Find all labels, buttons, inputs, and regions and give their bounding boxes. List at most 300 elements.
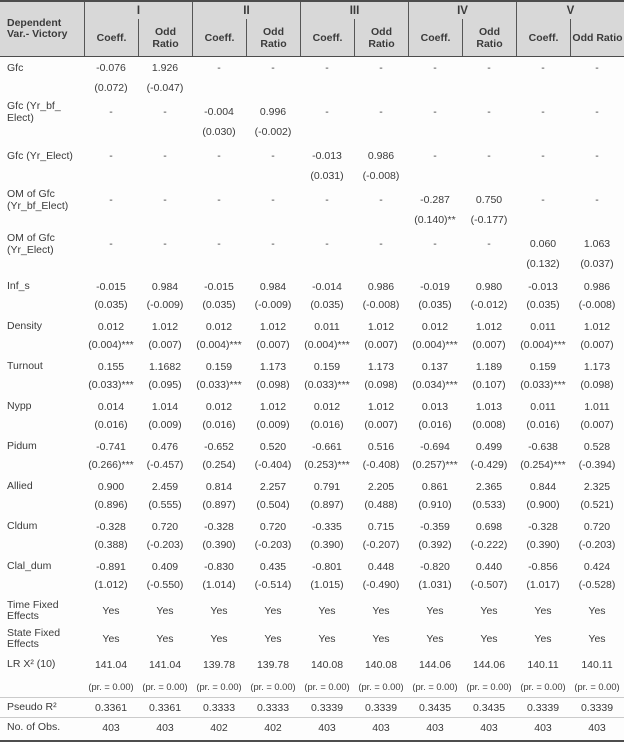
cell-value: -	[541, 62, 545, 74]
table-row-pr-row	[0, 677, 624, 697]
cell-value: (pr. = 0.00)	[520, 682, 566, 692]
cell-value: 2.257	[259, 481, 287, 493]
cell-value: 402	[264, 721, 282, 734]
cell-stderr: (-0.528)	[578, 579, 616, 591]
cell-value: 403	[534, 721, 552, 734]
cell-value: 0.012	[313, 401, 341, 413]
cell-nypp-1	[138, 397, 192, 437]
table-row-nypp	[0, 397, 624, 437]
group-subheader	[409, 19, 516, 56]
cell-value: 0.013	[421, 401, 449, 413]
cell-allied-2	[192, 477, 246, 517]
cell-nypp-7	[462, 397, 516, 437]
cell-stderr: (-0.008)	[578, 299, 616, 311]
cell-om-of-gfc-yr-bf-elect-9	[570, 189, 624, 233]
cell-pidum-7	[462, 437, 516, 477]
row-label-time-fixed-effects	[0, 600, 84, 623]
cell-value: -0.820	[420, 561, 450, 573]
cell-stderr: (-0.009)	[146, 299, 184, 311]
cell-no-of-obs-1	[138, 719, 192, 737]
cell-inf-s-4	[300, 277, 354, 317]
odd-ratio-header-line: Ratio	[152, 37, 179, 50]
odd-ratio-header-line: Ratio	[476, 37, 503, 50]
cell-nypp-5	[354, 397, 408, 437]
cell-value: 0.3435	[472, 701, 506, 714]
cell-value: -	[163, 194, 167, 206]
cell-pr-row-6	[408, 677, 462, 697]
table-row-gfc-yr-elect	[0, 145, 624, 189]
cell-state-fixed-effects-7	[462, 625, 516, 653]
cell-stderr: (0.004)***	[88, 339, 134, 351]
cell-value: Yes	[372, 633, 390, 645]
odd-ratio-column-header	[570, 19, 624, 56]
cell-value: 0.861	[421, 481, 449, 493]
cell-gfc-yr-bf-elect-9	[570, 101, 624, 145]
cell-value: -	[541, 150, 545, 162]
cell-stderr: (1.031)	[418, 579, 452, 591]
cell-value: 141.04	[94, 659, 128, 671]
cell-nypp-3	[246, 397, 300, 437]
cell-stderr: (0.392)	[418, 539, 452, 551]
row-label-line: Gfc	[7, 61, 24, 74]
cell-om-of-gfc-yr-bf-elect-5	[354, 189, 408, 233]
row-label-line: Pidum	[7, 440, 37, 453]
cell-value: 1.012	[151, 321, 179, 333]
table-header	[0, 2, 624, 57]
cell-gfc-yr-bf-elect-3	[246, 101, 300, 145]
cell-stderr	[192, 256, 246, 277]
cell-value: 0.715	[367, 521, 395, 533]
cell-value: Yes	[102, 633, 120, 645]
row-label-line: Gfc (Yr_Elect)	[7, 149, 73, 162]
cell-value: 0.3435	[418, 701, 452, 714]
cell-cldum-9	[570, 517, 624, 557]
cell-gfc-1	[138, 57, 192, 101]
cell-stderr	[462, 80, 516, 101]
cell-stderr: (0.035)	[202, 299, 236, 311]
cell-stderr: (0.016)	[526, 419, 560, 431]
cell-value: 139.78	[256, 659, 290, 671]
cell-density-9	[570, 317, 624, 357]
cell-stderr: (0.533)	[472, 499, 506, 511]
cell-stderr	[354, 256, 408, 277]
cell-pidum-2	[192, 437, 246, 477]
row-label-line: Cldum	[7, 520, 38, 533]
cell-value: -0.359	[420, 521, 450, 533]
cell-value: -	[487, 238, 491, 250]
cell-om-of-gfc-yr-elect-1	[138, 233, 192, 277]
row-label-line: Turnout	[7, 360, 43, 373]
cell-stderr	[84, 168, 138, 189]
cell-pidum-1	[138, 437, 192, 477]
row-label-line: (Yr_Elect)	[7, 243, 54, 256]
row-label-gfc-yr-elect	[0, 145, 84, 168]
cell-stderr: (0.016)	[202, 419, 236, 431]
cell-pr-row-0	[84, 677, 138, 697]
cell-stderr: (0.007)	[256, 339, 290, 351]
cell-pseudo-r2-3	[246, 699, 300, 717]
table-row-gfc-yr-bf-elect	[0, 101, 624, 145]
cell-value: -	[541, 194, 545, 206]
cell-state-fixed-effects-0	[84, 625, 138, 653]
cell-pr-row-5	[354, 677, 408, 697]
cell-clal-dum-3	[246, 557, 300, 597]
cell-stderr: (-0.457)	[146, 459, 184, 471]
row-label-line: State Fixed	[7, 626, 61, 639]
cell-value: (pr. = 0.00)	[574, 682, 620, 692]
cell-value: 0.984	[259, 281, 287, 293]
cell-value: 0.012	[205, 321, 233, 333]
cell-value: 0.984	[151, 281, 179, 293]
cell-stderr: (0.007)	[472, 339, 506, 351]
cell-stderr	[516, 212, 570, 233]
row-label-line: LR X² (10)	[7, 658, 56, 671]
cell-stderr: (0.033)***	[520, 379, 566, 391]
row-label-line: Gfc (Yr_bf_	[7, 100, 61, 112]
cell-value: 140.11	[527, 659, 559, 671]
cell-stderr	[462, 124, 516, 145]
cell-value: 0.3361	[148, 701, 182, 714]
cell-stderr: (0.488)	[364, 499, 398, 511]
row-label-gfc	[0, 57, 84, 80]
cell-gfc-8	[516, 57, 570, 101]
cell-pr-row-7	[462, 677, 516, 697]
row-label-pseudo-r2	[0, 702, 84, 714]
cell-value: 2.205	[367, 481, 395, 493]
cell-value: -	[325, 194, 329, 206]
cell-turnout-8	[516, 357, 570, 397]
column-group-label: I	[136, 5, 141, 17]
table-row-pseudo-r2	[0, 697, 624, 717]
cell-stderr	[570, 212, 624, 233]
cell-stderr: (-0.008)	[362, 170, 400, 182]
cell-value: Yes	[588, 605, 606, 617]
cell-stderr: (0.390)	[310, 539, 344, 551]
cell-time-fixed-effects-4	[300, 597, 354, 625]
header-group-i	[84, 2, 192, 56]
cell-pidum-9	[570, 437, 624, 477]
group-subheader	[301, 19, 408, 56]
cell-value: 0.440	[475, 561, 503, 573]
cell-time-fixed-effects-6	[408, 597, 462, 625]
cell-value: 0.3333	[256, 701, 290, 714]
cell-pidum-4	[300, 437, 354, 477]
cell-stderr: (0.007)	[580, 419, 614, 431]
cell-value: -	[595, 194, 599, 206]
row-label-line: Inf_s	[7, 280, 30, 293]
cell-value: 403	[318, 721, 336, 734]
cell-value: 0.060	[529, 238, 557, 250]
cell-allied-1	[138, 477, 192, 517]
cell-value: Yes	[318, 605, 336, 617]
odd-ratio-header-line: Odd	[479, 25, 500, 38]
cell-value: 0.980	[475, 281, 503, 293]
cell-stderr	[138, 124, 192, 145]
cell-time-fixed-effects-9	[570, 597, 624, 625]
dependent-var-header-line1: Dependent	[7, 16, 62, 29]
cell-cldum-7	[462, 517, 516, 557]
table-row-density	[0, 317, 624, 357]
cell-value: -0.004	[204, 106, 234, 118]
cell-value: -0.830	[204, 561, 234, 573]
cell-time-fixed-effects-1	[138, 597, 192, 625]
cell-cldum-3	[246, 517, 300, 557]
cell-stderr: (-0.429)	[470, 459, 508, 471]
cell-value: (pr. = 0.00)	[250, 682, 296, 692]
cell-value: 0.155	[97, 361, 125, 373]
cell-stderr	[570, 80, 624, 101]
cell-gfc-yr-elect-8	[516, 145, 570, 189]
cell-turnout-5	[354, 357, 408, 397]
cell-stderr: (-0.008)	[362, 299, 400, 311]
cell-stderr: (0.098)	[256, 379, 290, 391]
cell-turnout-0	[84, 357, 138, 397]
cell-state-fixed-effects-1	[138, 625, 192, 653]
cell-value: 403	[156, 721, 174, 734]
cell-value: 144.06	[472, 659, 506, 671]
cell-stderr: (-0.394)	[578, 459, 616, 471]
coeff-column-header: Coeff.	[204, 31, 235, 44]
cell-value: 0.3339	[364, 701, 398, 714]
cell-value: 403	[588, 721, 606, 734]
cell-stderr: (0.009)	[256, 419, 290, 431]
cell-stderr: (0.897)	[202, 499, 236, 511]
cell-om-of-gfc-yr-bf-elect-8	[516, 189, 570, 233]
cell-stderr: (0.033)***	[304, 379, 350, 391]
cell-value: 0.516	[367, 441, 395, 453]
cell-value: 139.78	[202, 659, 236, 671]
cell-value: 0.986	[367, 150, 395, 162]
cell-density-0	[84, 317, 138, 357]
cell-value: 0.3333	[202, 701, 236, 714]
cell-gfc-yr-bf-elect-6	[408, 101, 462, 145]
cell-value: 140.08	[364, 659, 398, 671]
cell-cldum-8	[516, 517, 570, 557]
cell-value: -	[379, 238, 383, 250]
odd-ratio-column-header	[246, 19, 300, 56]
cell-value: 2.459	[151, 481, 179, 493]
cell-inf-s-5	[354, 277, 408, 317]
cell-value: 1.012	[475, 321, 503, 333]
row-label-no-of-obs	[0, 722, 84, 734]
row-label-line: OM of Gfc	[7, 188, 55, 200]
table-row-gfc	[0, 57, 624, 101]
cell-no-of-obs-5	[354, 719, 408, 737]
cell-value: -	[109, 150, 113, 162]
cell-stderr	[462, 256, 516, 277]
cell-lr-x2-10-7	[462, 653, 516, 677]
cell-gfc-3	[246, 57, 300, 101]
cell-value: -	[433, 238, 437, 250]
cell-turnout-3	[246, 357, 300, 397]
odd-ratio-header-line: Odd	[371, 25, 392, 38]
cell-inf-s-8	[516, 277, 570, 317]
cell-value: -0.335	[312, 521, 342, 533]
cell-stderr: (-0.203)	[254, 539, 292, 551]
row-label-line: Nypp	[7, 400, 32, 413]
cell-pseudo-r2-1	[138, 699, 192, 717]
cell-value: 0.014	[97, 401, 125, 413]
cell-stderr	[84, 256, 138, 277]
cell-value: 0.750	[475, 194, 503, 206]
cell-stderr: (0.016)	[310, 419, 344, 431]
cell-stderr: (0.035)	[310, 299, 344, 311]
cell-stderr: (0.266)***	[88, 459, 134, 471]
cell-allied-7	[462, 477, 516, 517]
cell-stderr: (1.014)	[202, 579, 236, 591]
cell-turnout-6	[408, 357, 462, 397]
cell-time-fixed-effects-0	[84, 597, 138, 625]
cell-cldum-2	[192, 517, 246, 557]
cell-lr-x2-10-0	[84, 653, 138, 677]
cell-value: -	[325, 106, 329, 118]
cell-stderr: (0.035)	[526, 299, 560, 311]
cell-value: 0.528	[583, 441, 611, 453]
cell-value: -0.638	[528, 441, 558, 453]
cell-stderr: (-0.047)	[146, 82, 184, 94]
cell-gfc-5	[354, 57, 408, 101]
cell-value: Yes	[210, 605, 228, 617]
cell-value: Yes	[534, 605, 552, 617]
cell-stderr: (-0.490)	[362, 579, 400, 591]
cell-value: -0.694	[420, 441, 450, 453]
cell-stderr: (0.900)	[526, 499, 560, 511]
cell-stderr: (-0.177)	[470, 214, 508, 226]
cell-stderr	[570, 124, 624, 145]
cell-density-6	[408, 317, 462, 357]
cell-stderr	[192, 168, 246, 189]
cell-no-of-obs-3	[246, 719, 300, 737]
cell-stderr: (1.015)	[310, 579, 344, 591]
cell-nypp-8	[516, 397, 570, 437]
coeff-column-header: Coeff.	[528, 31, 559, 44]
cell-value: 2.325	[583, 481, 611, 493]
cell-stderr	[138, 168, 192, 189]
dependent-var-header-line2: Var.- Victory	[7, 28, 68, 40]
cell-gfc-yr-bf-elect-4	[300, 101, 354, 145]
cell-nypp-0	[84, 397, 138, 437]
cell-value: 0.3339	[526, 701, 560, 714]
cell-value: 1.012	[367, 321, 395, 333]
table-row-no-of-obs	[0, 717, 624, 737]
cell-value: 0.996	[259, 106, 287, 118]
cell-value: -	[109, 238, 113, 250]
cell-value: -	[325, 238, 329, 250]
cell-pidum-0	[84, 437, 138, 477]
cell-value: (pr. = 0.00)	[304, 682, 350, 692]
cell-value: 1.012	[259, 321, 287, 333]
cell-value: 1.173	[367, 361, 395, 373]
row-label-line: Effects	[7, 638, 39, 650]
cell-no-of-obs-0	[84, 719, 138, 737]
table-row-lr-x2-10	[0, 653, 624, 677]
cell-stderr: (0.504)	[256, 499, 290, 511]
cell-om-of-gfc-yr-bf-elect-4	[300, 189, 354, 233]
cell-pidum-5	[354, 437, 408, 477]
cell-stderr: (0.007)	[364, 419, 398, 431]
cell-no-of-obs-9	[570, 719, 624, 737]
cell-value: 1.063	[583, 238, 611, 250]
cell-clal-dum-8	[516, 557, 570, 597]
table-row-clal-dum	[0, 557, 624, 597]
cell-value: -0.013	[528, 281, 558, 293]
cell-lr-x2-10-6	[408, 653, 462, 677]
cell-inf-s-0	[84, 277, 138, 317]
table-row-om-of-gfc-yr-bf-elect	[0, 189, 624, 233]
cell-lr-x2-10-8	[516, 653, 570, 677]
cell-allied-8	[516, 477, 570, 517]
cell-lr-x2-10-5	[354, 653, 408, 677]
cell-gfc-2	[192, 57, 246, 101]
cell-om-of-gfc-yr-elect-3	[246, 233, 300, 277]
cell-stderr: (0.253)***	[304, 459, 350, 471]
cell-value: 0.011	[314, 321, 340, 333]
cell-stderr	[516, 124, 570, 145]
cell-stderr	[246, 80, 300, 101]
row-label-line: Density	[7, 320, 43, 333]
cell-stderr: (-0.203)	[146, 539, 184, 551]
cell-stderr	[354, 212, 408, 233]
cell-stderr: (0.033)***	[196, 379, 242, 391]
cell-stderr: (1.012)	[94, 579, 128, 591]
cell-stderr	[516, 80, 570, 101]
cell-value: 1.011	[584, 401, 610, 413]
cell-om-of-gfc-yr-elect-5	[354, 233, 408, 277]
cell-om-of-gfc-yr-elect-9	[570, 233, 624, 277]
cell-value: -	[325, 62, 329, 74]
cell-value: -0.015	[96, 281, 126, 293]
cell-clal-dum-6	[408, 557, 462, 597]
cell-stderr	[246, 212, 300, 233]
cell-allied-3	[246, 477, 300, 517]
cell-value: 0.012	[205, 401, 233, 413]
cell-value: 0.900	[97, 481, 125, 493]
column-group-label: IV	[457, 5, 468, 17]
cell-value: 0.844	[529, 481, 557, 493]
cell-gfc-yr-bf-elect-8	[516, 101, 570, 145]
group-subheader	[193, 19, 300, 56]
table-row-turnout	[0, 357, 624, 397]
cell-value: Yes	[426, 633, 444, 645]
cell-value: -	[109, 194, 113, 206]
cell-stderr	[246, 256, 300, 277]
cell-time-fixed-effects-5	[354, 597, 408, 625]
cell-stderr: (0.072)	[94, 82, 128, 94]
cell-pidum-6	[408, 437, 462, 477]
cell-stderr: (-0.009)	[254, 299, 292, 311]
cell-state-fixed-effects-9	[570, 625, 624, 653]
cell-value: 0.720	[259, 521, 287, 533]
cell-stderr: (-0.207)	[362, 539, 400, 551]
cell-no-of-obs-4	[300, 719, 354, 737]
cell-value: -	[109, 106, 113, 118]
cell-nypp-9	[570, 397, 624, 437]
cell-allied-9	[570, 477, 624, 517]
cell-stderr: (-0.514)	[254, 579, 292, 591]
cell-gfc-yr-bf-elect-1	[138, 101, 192, 145]
header-group-v	[516, 2, 624, 56]
cell-gfc-6	[408, 57, 462, 101]
cell-pr-row-9	[570, 677, 624, 697]
cell-value: Yes	[318, 633, 336, 645]
cell-value: 1.012	[367, 401, 395, 413]
cell-value: Yes	[480, 633, 498, 645]
cell-lr-x2-10-9	[570, 653, 624, 677]
cell-cldum-6	[408, 517, 462, 557]
cell-value: Yes	[210, 633, 228, 645]
cell-allied-0	[84, 477, 138, 517]
cell-stderr: (0.004)***	[196, 339, 242, 351]
